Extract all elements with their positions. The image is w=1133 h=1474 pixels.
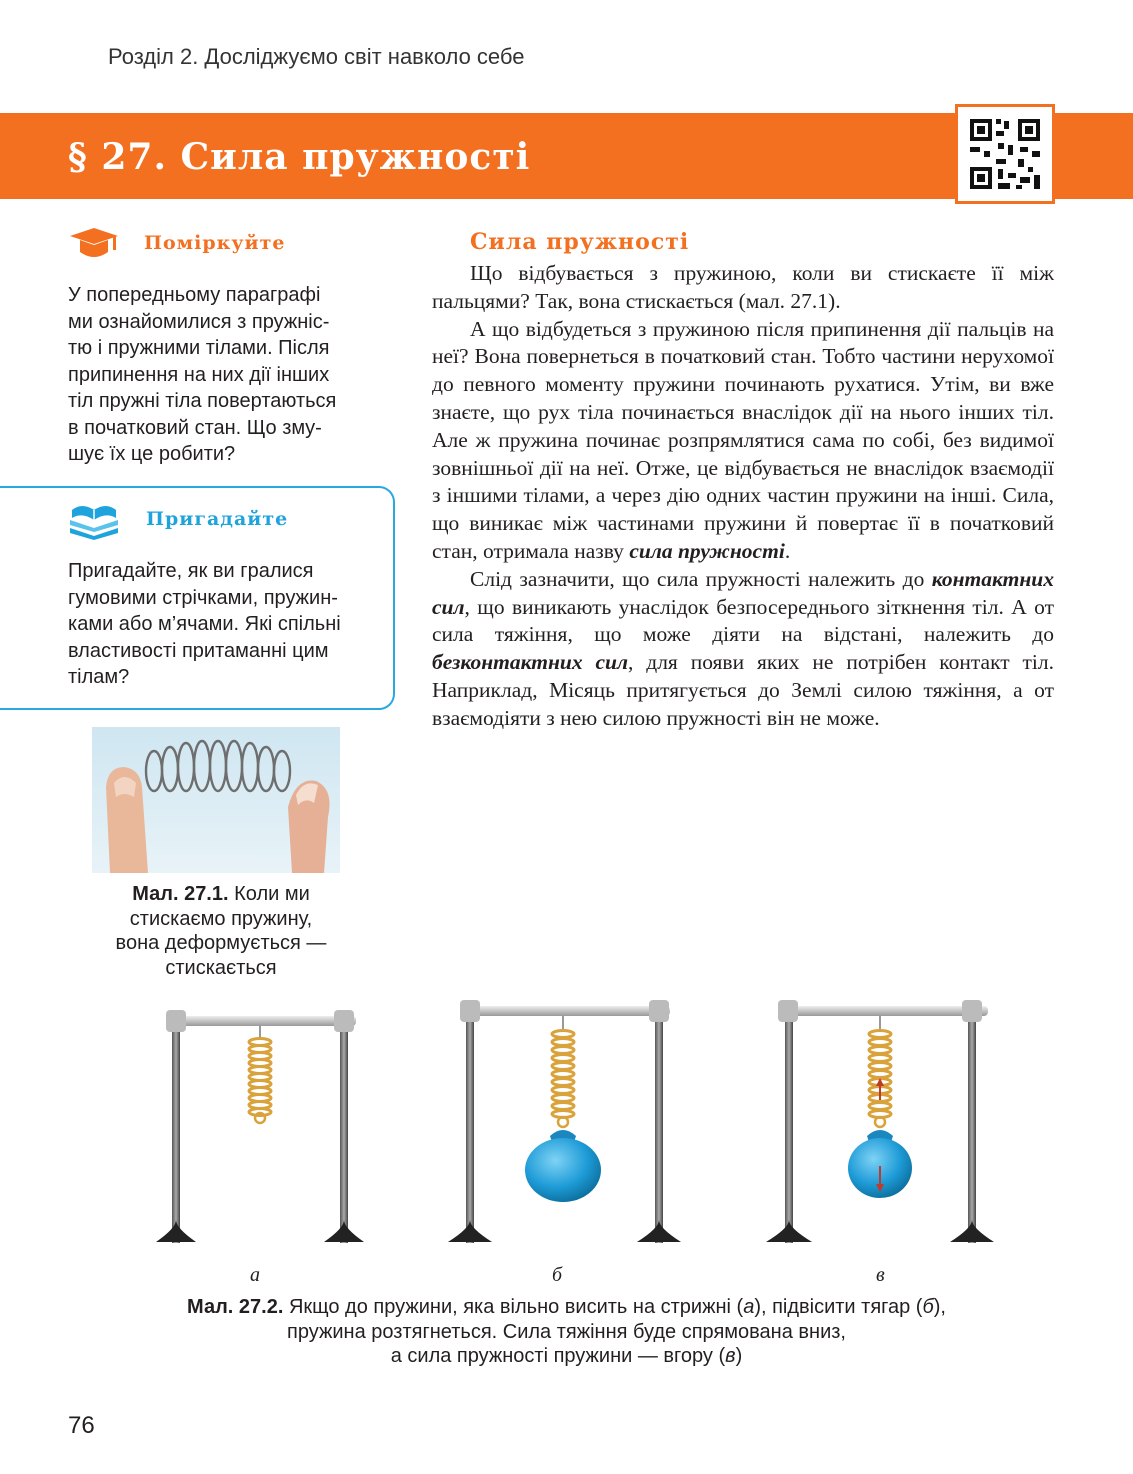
think-line: тіл пружні тіла повертаються xyxy=(68,390,337,412)
qr-code-icon xyxy=(958,107,1052,201)
think-line: У попередньому параграфі xyxy=(68,284,321,306)
qr-code[interactable] xyxy=(955,104,1055,204)
remember-line: тілам? xyxy=(68,666,130,688)
caption-line: стискаємо пружину, xyxy=(129,907,313,930)
think-line: шує їх це робити? xyxy=(68,443,236,465)
think-line: припинення на них дії інших xyxy=(68,363,330,386)
body-text xyxy=(432,260,1054,733)
figure-27-1-caption xyxy=(88,882,354,980)
think-text xyxy=(68,282,368,468)
page-title: § 27. Сила пружності xyxy=(68,136,531,178)
term-noncontact-forces: безконтактних сил xyxy=(432,650,629,675)
panel-label-a: а xyxy=(250,1264,260,1286)
caption-line: Коли ми xyxy=(234,883,310,905)
running-head: Розділ 2. Досліджуємо світ навколо себе xyxy=(108,44,525,69)
figure-27-2-caption: Мал. 27.2. Якщо до пружини, яка вільно висить на стрижні (а), підвісити тягар (б), пружина розтягнеться. Сила тяжіння буде спрямована вниз, а сила пружності пружини — вгору (в) xyxy=(80,1295,1053,1369)
term-elastic-force: сила пружності xyxy=(629,538,785,563)
caption-line: стискається xyxy=(165,956,277,979)
paragraph: Що відбувається з пружиною, коли ви стискаєте її між пальцями? Так, вона стискається (мал. 27.1). xyxy=(432,261,1054,313)
figure-label: Мал. 27.2. xyxy=(187,1296,284,1318)
page-number: 76 xyxy=(68,1412,95,1439)
caption-line: пружина розтягнеться. Сила тяжіння буде спрямована вниз, xyxy=(287,1320,846,1343)
paragraph: А що відбудеться з пружиною після припинення дії пальців на неї? Вона повернеться в початковий стан. Тобто частини нерухомої до певного моменту пружини починають рухатися. Утім, ви вже знаєте, що рух тіла починається внаслідок дії на нього інших тіл. Але ж пружина починає розпрямлятися сама по собі, без видимої зовнішньої дії на неї. Отже, це відбувається не внаслідок взаємодії з іншими тілами, а через дію одних частин пружини на інші. Сила, що виникає між частинами пружини й повертає її в початковий стан, отримала назву сила пружності. xyxy=(432,316,1054,563)
panel-label-c: в xyxy=(876,1264,885,1286)
panel-label-b: б xyxy=(552,1264,563,1286)
remember-heading: Пригадайте xyxy=(146,508,289,530)
graduation-cap-icon xyxy=(68,226,120,267)
remember-line: Пригадайте, як ви гралися xyxy=(68,560,314,582)
stand-b xyxy=(448,1000,681,1243)
caption-line: вона деформується — xyxy=(115,932,327,954)
section-heading: Сила пружності xyxy=(470,229,690,255)
figure-27-2-stands xyxy=(130,990,1010,1260)
books-icon xyxy=(68,500,120,545)
stand-a xyxy=(156,1010,364,1243)
think-heading: Поміркуйте xyxy=(144,232,286,254)
remember-line: гумовими стрічками, пружин- xyxy=(68,586,338,609)
remember-line: ками або м’ячами. Які спільні xyxy=(68,613,341,635)
think-line: тю і пружними тілами. Після xyxy=(68,337,330,359)
remember-text xyxy=(68,558,368,691)
stand-c xyxy=(766,1000,994,1243)
paragraph: Слід зазначити, що сила пружності належить до контактних сил, що виникають унаслідок безпосереднього зіткнення тіл. А от сила тяжіння, що може діяти на відстані, належить до безконтактних сил, для появи яких не потрібен контакт тіл. Наприклад, Місяць притягується до Землі силою тяжіння, а от взаємодіяти з нею силою пружності він не може. xyxy=(432,566,1054,730)
term-contact-forces: контактних сил xyxy=(432,566,1054,619)
spring-fingers-photo xyxy=(92,727,340,873)
remember-line: властивості притаманні цим xyxy=(68,639,329,662)
figure-label: Мал. 27.1. xyxy=(132,883,229,905)
think-line: в початковий стан. Що змy- xyxy=(68,416,322,439)
think-line: ми ознайомилися з пружніс- xyxy=(68,310,330,333)
